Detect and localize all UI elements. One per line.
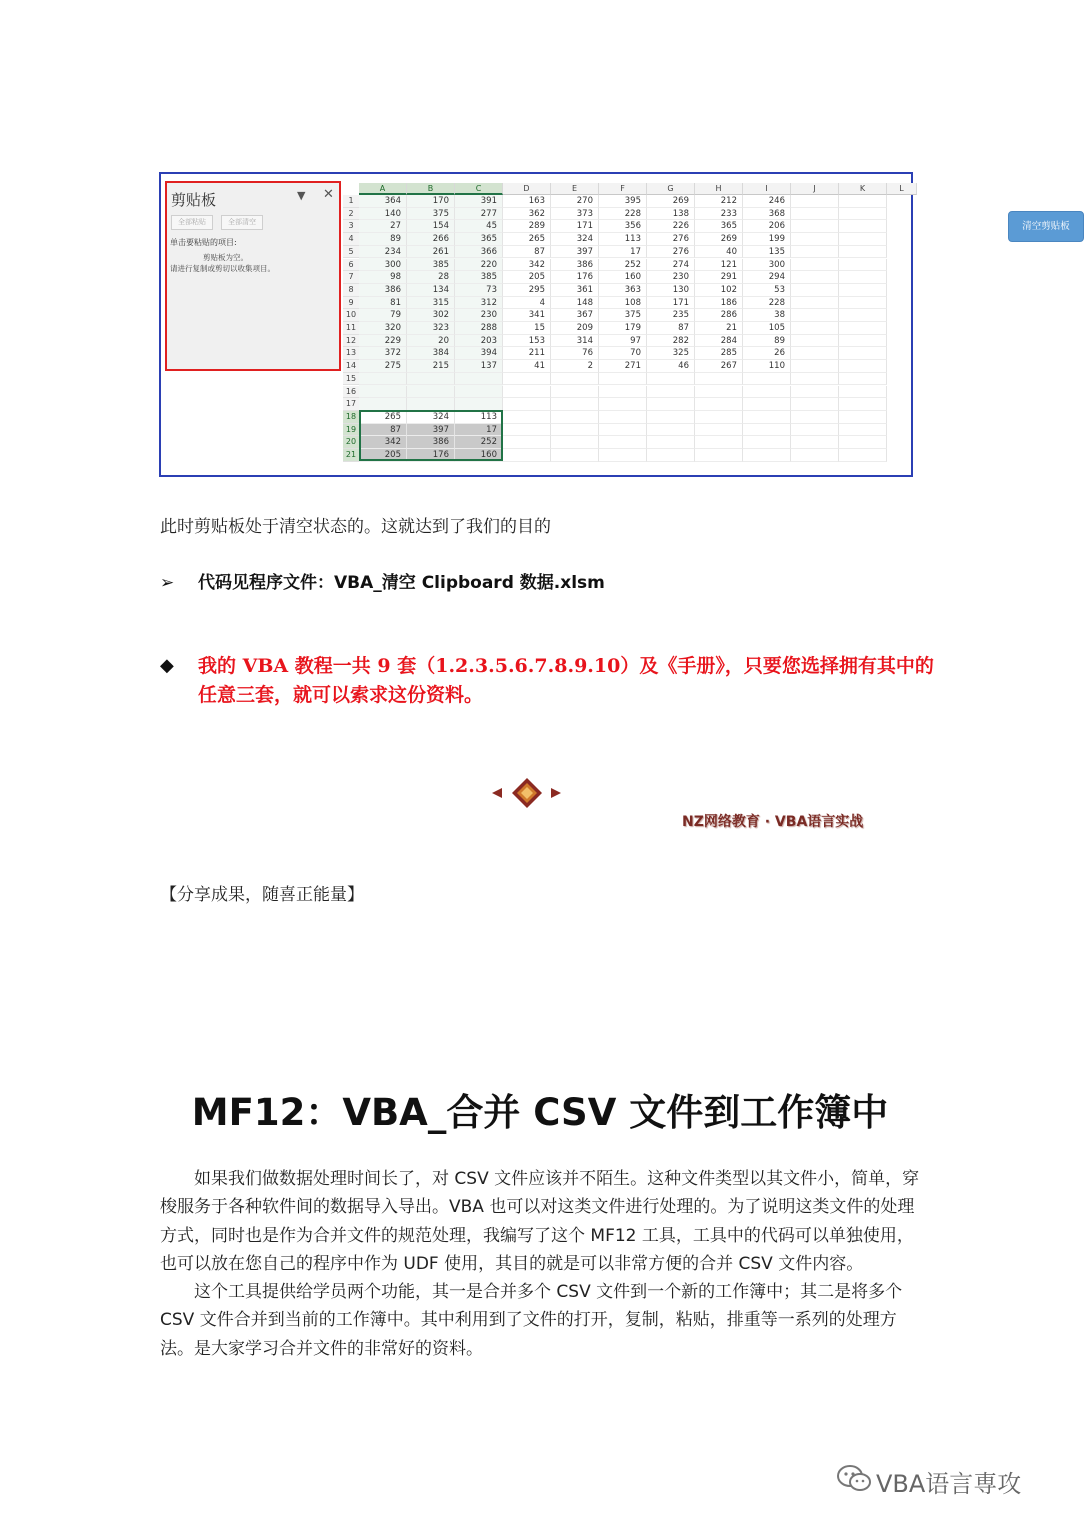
empty-cell[interactable] <box>695 373 743 386</box>
data-cell[interactable]: 300 <box>743 259 791 272</box>
empty-cell[interactable] <box>599 398 647 411</box>
data-cell[interactable]: 40 <box>695 246 743 259</box>
empty-cell[interactable] <box>791 335 839 348</box>
data-cell[interactable]: 138 <box>647 208 695 221</box>
data-cell[interactable]: 285 <box>695 347 743 360</box>
data-cell[interactable]: 81 <box>359 297 407 310</box>
row-header[interactable]: 17 <box>343 398 359 411</box>
data-cell[interactable]: 384 <box>407 347 455 360</box>
pasted-cell[interactable]: 265 <box>359 411 407 424</box>
data-cell[interactable]: 288 <box>455 322 503 335</box>
column-header-B[interactable]: B <box>407 183 455 195</box>
empty-cell[interactable] <box>695 424 743 437</box>
data-cell[interactable]: 4 <box>503 297 551 310</box>
data-cell[interactable]: 397 <box>551 246 599 259</box>
clipboard-hint: 单击要粘贴的项目: <box>170 238 237 247</box>
data-cell[interactable]: 312 <box>455 297 503 310</box>
empty-cell[interactable] <box>839 195 887 208</box>
row-header[interactable]: 11 <box>343 322 359 335</box>
empty-cell[interactable] <box>791 411 839 424</box>
empty-cell[interactable] <box>359 386 407 399</box>
data-cell[interactable]: 206 <box>743 220 791 233</box>
data-cell[interactable]: 102 <box>695 284 743 297</box>
data-cell[interactable]: 209 <box>551 322 599 335</box>
empty-cell[interactable] <box>839 259 887 272</box>
empty-cell[interactable] <box>359 373 407 386</box>
empty-cell[interactable] <box>455 398 503 411</box>
data-cell[interactable]: 372 <box>359 347 407 360</box>
data-cell[interactable]: 199 <box>743 233 791 246</box>
data-cell[interactable]: 229 <box>359 335 407 348</box>
data-cell[interactable]: 171 <box>551 220 599 233</box>
empty-cell[interactable] <box>743 398 791 411</box>
empty-cell[interactable] <box>599 424 647 437</box>
data-cell[interactable]: 385 <box>455 271 503 284</box>
data-cell[interactable]: 230 <box>455 309 503 322</box>
data-cell[interactable]: 362 <box>503 208 551 221</box>
data-cell[interactable]: 46 <box>647 360 695 373</box>
empty-cell[interactable] <box>407 373 455 386</box>
data-cell[interactable]: 294 <box>743 271 791 284</box>
empty-cell[interactable] <box>647 449 695 462</box>
spreadsheet-grid[interactable] <box>343 183 1070 479</box>
empty-cell[interactable] <box>695 411 743 424</box>
data-cell[interactable]: 233 <box>695 208 743 221</box>
data-cell[interactable]: 295 <box>503 284 551 297</box>
data-cell[interactable]: 203 <box>455 335 503 348</box>
empty-cell[interactable] <box>647 411 695 424</box>
empty-cell[interactable] <box>599 373 647 386</box>
data-cell[interactable]: 38 <box>743 309 791 322</box>
empty-cell[interactable] <box>839 297 887 310</box>
data-cell[interactable]: 386 <box>551 259 599 272</box>
empty-cell[interactable] <box>791 284 839 297</box>
data-cell[interactable]: 20 <box>407 335 455 348</box>
empty-cell[interactable] <box>791 246 839 259</box>
data-cell[interactable]: 89 <box>359 233 407 246</box>
arrow-bullet-icon: ➢ <box>160 573 175 593</box>
data-cell[interactable]: 170 <box>407 195 455 208</box>
data-cell[interactable]: 130 <box>647 284 695 297</box>
empty-cell[interactable] <box>551 424 599 437</box>
empty-cell[interactable] <box>791 373 839 386</box>
empty-cell[interactable] <box>791 271 839 284</box>
data-cell[interactable]: 365 <box>455 233 503 246</box>
row-header[interactable]: 13 <box>343 347 359 360</box>
column-header-A[interactable]: A <box>359 183 407 195</box>
data-cell[interactable]: 364 <box>359 195 407 208</box>
data-cell[interactable]: 15 <box>503 322 551 335</box>
empty-cell[interactable] <box>791 424 839 437</box>
data-cell[interactable]: 41 <box>503 360 551 373</box>
data-cell[interactable]: 271 <box>599 360 647 373</box>
data-cell[interactable]: 391 <box>455 195 503 208</box>
data-cell[interactable]: 265 <box>503 233 551 246</box>
data-cell[interactable]: 176 <box>551 271 599 284</box>
row-header[interactable]: 8 <box>343 284 359 297</box>
pasted-cell[interactable]: 205 <box>359 449 407 462</box>
data-cell[interactable]: 320 <box>359 322 407 335</box>
row-header[interactable]: 5 <box>343 246 359 259</box>
data-cell[interactable]: 282 <box>647 335 695 348</box>
row-header[interactable]: 2 <box>343 208 359 221</box>
empty-cell[interactable] <box>551 373 599 386</box>
data-cell[interactable]: 89 <box>743 335 791 348</box>
empty-cell[interactable] <box>503 449 551 462</box>
column-header-J[interactable]: J <box>791 183 839 195</box>
empty-cell[interactable] <box>695 449 743 462</box>
column-header-E[interactable]: E <box>551 183 599 195</box>
clipboard-pane <box>165 181 341 371</box>
data-cell[interactable]: 375 <box>599 309 647 322</box>
empty-cell[interactable] <box>839 271 887 284</box>
row-header[interactable]: 21 <box>343 449 359 462</box>
data-cell[interactable]: 171 <box>647 297 695 310</box>
pasted-cell[interactable]: 252 <box>455 436 503 449</box>
data-cell[interactable]: 314 <box>551 335 599 348</box>
data-cell[interactable]: 395 <box>599 195 647 208</box>
empty-cell[interactable] <box>695 386 743 399</box>
empty-cell[interactable] <box>791 322 839 335</box>
data-cell[interactable]: 17 <box>599 246 647 259</box>
pasted-cell[interactable]: 342 <box>359 436 407 449</box>
data-cell[interactable]: 105 <box>743 322 791 335</box>
empty-cell[interactable] <box>791 436 839 449</box>
data-cell[interactable]: 375 <box>407 208 455 221</box>
wechat-icon <box>836 1464 872 1494</box>
empty-cell[interactable] <box>647 386 695 399</box>
close-icon[interactable]: ✕ <box>323 187 334 202</box>
data-cell[interactable]: 324 <box>551 233 599 246</box>
data-cell[interactable]: 291 <box>695 271 743 284</box>
column-header-I[interactable]: I <box>743 183 791 195</box>
row-header[interactable]: 9 <box>343 297 359 310</box>
data-cell[interactable]: 28 <box>407 271 455 284</box>
data-cell[interactable]: 385 <box>407 259 455 272</box>
row-header[interactable]: 4 <box>343 233 359 246</box>
empty-cell[interactable] <box>503 424 551 437</box>
empty-cell[interactable] <box>551 449 599 462</box>
data-cell[interactable]: 230 <box>647 271 695 284</box>
empty-cell[interactable] <box>551 386 599 399</box>
data-cell[interactable]: 154 <box>407 220 455 233</box>
data-cell[interactable]: 87 <box>503 246 551 259</box>
empty-cell[interactable] <box>551 398 599 411</box>
empty-cell[interactable] <box>647 398 695 411</box>
empty-cell[interactable] <box>503 386 551 399</box>
data-cell[interactable]: 2 <box>551 360 599 373</box>
clear-all-button[interactable]: 全部清空 <box>221 215 263 230</box>
empty-cell[interactable] <box>743 436 791 449</box>
data-cell[interactable]: 361 <box>551 284 599 297</box>
chevron-down-icon[interactable]: ▼ <box>297 189 306 202</box>
row-header[interactable]: 10 <box>343 309 359 322</box>
empty-cell[interactable] <box>839 220 887 233</box>
data-cell[interactable]: 53 <box>743 284 791 297</box>
empty-cell[interactable] <box>599 386 647 399</box>
data-cell[interactable]: 235 <box>647 309 695 322</box>
empty-cell[interactable] <box>599 411 647 424</box>
data-cell[interactable]: 228 <box>599 208 647 221</box>
empty-cell[interactable] <box>743 386 791 399</box>
empty-cell[interactable] <box>791 233 839 246</box>
data-cell[interactable]: 211 <box>503 347 551 360</box>
data-cell[interactable]: 76 <box>551 347 599 360</box>
footer-text: VBA语言専攻 <box>876 1470 1022 1498</box>
data-cell[interactable]: 276 <box>647 233 695 246</box>
pasted-cell[interactable]: 113 <box>455 411 503 424</box>
row-header[interactable]: 3 <box>343 220 359 233</box>
code-file-text: 代码见程序文件：VBA_清空 Clipboard 数据.xlsm <box>198 573 605 593</box>
paragraph-1: 如果我们做数据处理时间长了，对 CSV 文件应该并不陌生。这种文件类型以其文件小，简单，穿梭服务于各种软件间的数据导入导出。VBA 也可以对这类文件进行处理的。为了说明这类文件的处理方式，同时也是作为合并文件的规范处理，我编写了这个 MF12 工具，工具中的代码可以单独使用，也可以放在您自己的程序中作为 UDF 使用，其目的就是可以非常方便的合并 CSV 文件内容。 <box>160 1169 920 1274</box>
share-line: 【分享成果，随喜正能量】 <box>160 885 364 905</box>
empty-cell[interactable] <box>647 436 695 449</box>
empty-cell[interactable] <box>695 398 743 411</box>
row-header[interactable]: 15 <box>343 373 359 386</box>
data-cell[interactable]: 270 <box>551 195 599 208</box>
data-cell[interactable]: 98 <box>359 271 407 284</box>
column-header-D[interactable]: D <box>503 183 551 195</box>
empty-cell[interactable] <box>743 424 791 437</box>
empty-cell[interactable] <box>551 436 599 449</box>
data-cell[interactable]: 394 <box>455 347 503 360</box>
data-cell[interactable]: 323 <box>407 322 455 335</box>
body-text <box>160 1165 930 1363</box>
data-cell[interactable]: 289 <box>503 220 551 233</box>
data-cell[interactable]: 267 <box>695 360 743 373</box>
data-cell[interactable]: 215 <box>407 360 455 373</box>
data-cell[interactable]: 368 <box>743 208 791 221</box>
data-cell[interactable]: 21 <box>695 322 743 335</box>
data-cell[interactable]: 363 <box>599 284 647 297</box>
empty-cell[interactable] <box>599 436 647 449</box>
data-cell[interactable]: 302 <box>407 309 455 322</box>
data-cell[interactable]: 269 <box>647 195 695 208</box>
empty-cell[interactable] <box>695 436 743 449</box>
data-cell[interactable]: 276 <box>647 246 695 259</box>
data-cell[interactable]: 284 <box>695 335 743 348</box>
data-cell[interactable]: 87 <box>647 322 695 335</box>
data-cell[interactable]: 342 <box>503 259 551 272</box>
ornament-divider <box>180 775 880 815</box>
empty-cell[interactable] <box>839 424 887 437</box>
code-file-line <box>160 568 605 593</box>
empty-cell[interactable] <box>791 449 839 462</box>
data-cell[interactable]: 110 <box>743 360 791 373</box>
data-cell[interactable]: 252 <box>599 259 647 272</box>
data-cell[interactable]: 386 <box>359 284 407 297</box>
empty-cell[interactable] <box>503 398 551 411</box>
data-cell[interactable]: 160 <box>599 271 647 284</box>
empty-cell[interactable] <box>839 373 887 386</box>
data-cell[interactable]: 367 <box>551 309 599 322</box>
data-cell[interactable]: 274 <box>647 259 695 272</box>
data-cell[interactable]: 140 <box>359 208 407 221</box>
data-cell[interactable]: 220 <box>455 259 503 272</box>
data-cell[interactable]: 269 <box>695 233 743 246</box>
data-cell[interactable]: 266 <box>407 233 455 246</box>
data-cell[interactable]: 205 <box>503 271 551 284</box>
empty-cell[interactable] <box>599 449 647 462</box>
data-cell[interactable]: 113 <box>599 233 647 246</box>
data-cell[interactable]: 153 <box>503 335 551 348</box>
row-header[interactable]: 19 <box>343 424 359 437</box>
empty-cell[interactable] <box>839 322 887 335</box>
row-header[interactable]: 12 <box>343 335 359 348</box>
data-cell[interactable]: 73 <box>455 284 503 297</box>
data-cell[interactable]: 286 <box>695 309 743 322</box>
data-cell[interactable]: 163 <box>503 195 551 208</box>
data-cell[interactable]: 97 <box>599 335 647 348</box>
data-cell[interactable]: 228 <box>743 297 791 310</box>
clipboard-title: 剪贴板 <box>171 191 217 209</box>
empty-cell[interactable] <box>359 398 407 411</box>
data-cell[interactable]: 246 <box>743 195 791 208</box>
data-cell[interactable]: 261 <box>407 246 455 259</box>
data-cell[interactable]: 277 <box>455 208 503 221</box>
data-cell[interactable]: 179 <box>599 322 647 335</box>
section-title: MF12：VBA_合并 CSV 文件到工作簿中 <box>191 1091 889 1134</box>
empty-cell[interactable] <box>839 411 887 424</box>
empty-cell[interactable] <box>839 347 887 360</box>
data-cell[interactable]: 137 <box>455 360 503 373</box>
empty-cell[interactable] <box>503 436 551 449</box>
data-cell[interactable]: 27 <box>359 220 407 233</box>
empty-cell[interactable] <box>791 195 839 208</box>
column-header-K[interactable]: K <box>839 183 887 195</box>
data-cell[interactable]: 186 <box>695 297 743 310</box>
empty-cell[interactable] <box>503 373 551 386</box>
empty-cell[interactable] <box>791 297 839 310</box>
data-cell[interactable]: 26 <box>743 347 791 360</box>
row-header[interactable]: 1 <box>343 195 359 208</box>
data-cell[interactable]: 134 <box>407 284 455 297</box>
data-cell[interactable]: 300 <box>359 259 407 272</box>
column-header-L[interactable]: L <box>887 183 917 195</box>
empty-cell[interactable] <box>407 398 455 411</box>
data-cell[interactable]: 365 <box>695 220 743 233</box>
clipboard-note: 请进行复制或剪切以收集项目。 <box>170 264 275 273</box>
data-cell[interactable]: 70 <box>599 347 647 360</box>
data-cell[interactable]: 366 <box>455 246 503 259</box>
empty-cell[interactable] <box>839 246 887 259</box>
data-cell[interactable]: 315 <box>407 297 455 310</box>
empty-cell[interactable] <box>743 373 791 386</box>
empty-cell[interactable] <box>743 449 791 462</box>
excel-screenshot <box>159 172 1070 477</box>
empty-cell[interactable] <box>743 411 791 424</box>
data-cell[interactable]: 325 <box>647 347 695 360</box>
column-header-F[interactable]: F <box>599 183 647 195</box>
empty-cell[interactable] <box>839 335 887 348</box>
empty-cell[interactable] <box>791 386 839 399</box>
empty-cell[interactable] <box>503 411 551 424</box>
data-cell[interactable]: 79 <box>359 309 407 322</box>
diamond-bullet-icon: ◆ <box>160 655 174 676</box>
pasted-cell[interactable]: 160 <box>455 449 503 462</box>
column-header-C[interactable]: C <box>455 183 503 195</box>
empty-cell[interactable] <box>791 208 839 221</box>
empty-cell[interactable] <box>839 386 887 399</box>
data-cell[interactable]: 45 <box>455 220 503 233</box>
row-header[interactable]: 6 <box>343 259 359 272</box>
pasted-cell[interactable]: 397 <box>407 424 455 437</box>
data-cell[interactable]: 108 <box>599 297 647 310</box>
empty-cell[interactable] <box>791 347 839 360</box>
data-cell[interactable]: 234 <box>359 246 407 259</box>
data-cell[interactable]: 148 <box>551 297 599 310</box>
paragraph-2: 这个工具提供给学员两个功能，其一是合并多个 CSV 文件到一个新的工作簿中；其二是将多个 CSV 文件合并到当前的工作簿中。其中利用到了文件的打开，复制，粘贴，排重等一系列的处理方法。是大家学习合并文件的非常好的资料。 <box>160 1282 903 1359</box>
empty-cell[interactable] <box>455 373 503 386</box>
empty-cell[interactable] <box>455 386 503 399</box>
row-header[interactable]: 7 <box>343 271 359 284</box>
column-header-G[interactable]: G <box>647 183 695 195</box>
empty-cell[interactable] <box>791 360 839 373</box>
data-cell[interactable]: 135 <box>743 246 791 259</box>
empty-cell[interactable] <box>791 309 839 322</box>
empty-cell[interactable] <box>839 436 887 449</box>
empty-cell[interactable] <box>647 373 695 386</box>
row-header[interactable]: 18 <box>343 411 359 424</box>
pasted-cell[interactable]: 17 <box>455 424 503 437</box>
empty-cell[interactable] <box>839 208 887 221</box>
clear-clipboard-button[interactable]: 清空剪贴板 <box>1008 211 1084 242</box>
status-sentence: 此时剪贴板处于清空状态的。这就达到了我们的目的 <box>160 517 551 537</box>
brand-caption: NZ网络教育 · VBA语言实战 <box>682 814 864 830</box>
pasted-cell[interactable]: 386 <box>407 436 455 449</box>
empty-cell[interactable] <box>839 309 887 322</box>
row-header[interactable]: 20 <box>343 436 359 449</box>
data-cell[interactable]: 226 <box>647 220 695 233</box>
pasted-cell[interactable]: 87 <box>359 424 407 437</box>
data-cell[interactable]: 341 <box>503 309 551 322</box>
data-cell[interactable]: 121 <box>695 259 743 272</box>
empty-cell[interactable] <box>839 233 887 246</box>
data-cell[interactable]: 275 <box>359 360 407 373</box>
empty-cell[interactable] <box>647 424 695 437</box>
empty-cell[interactable] <box>839 449 887 462</box>
row-header[interactable]: 14 <box>343 360 359 373</box>
tutorial-note-text: 我的 VBA 教程一共 9 套（1.2.3.5.6.7.8.9.10）及《手册》，只要您选择拥有其中的任意三套，就可以索求这份资料。 <box>198 655 934 706</box>
row-header[interactable]: 16 <box>343 386 359 399</box>
column-header-H[interactable]: H <box>695 183 743 195</box>
empty-cell[interactable] <box>839 360 887 373</box>
clipboard-empty-text: 剪贴板为空。 <box>203 253 248 262</box>
paste-all-button[interactable]: 全部粘贴 <box>171 215 213 230</box>
empty-cell[interactable] <box>791 398 839 411</box>
empty-cell[interactable] <box>839 284 887 297</box>
empty-cell[interactable] <box>551 411 599 424</box>
data-cell[interactable]: 356 <box>599 220 647 233</box>
empty-cell[interactable] <box>791 259 839 272</box>
pasted-cell[interactable]: 176 <box>407 449 455 462</box>
data-cell[interactable]: 212 <box>695 195 743 208</box>
data-cell[interactable]: 373 <box>551 208 599 221</box>
empty-cell[interactable] <box>839 398 887 411</box>
pasted-cell[interactable]: 324 <box>407 411 455 424</box>
empty-cell[interactable] <box>407 386 455 399</box>
empty-cell[interactable] <box>791 220 839 233</box>
